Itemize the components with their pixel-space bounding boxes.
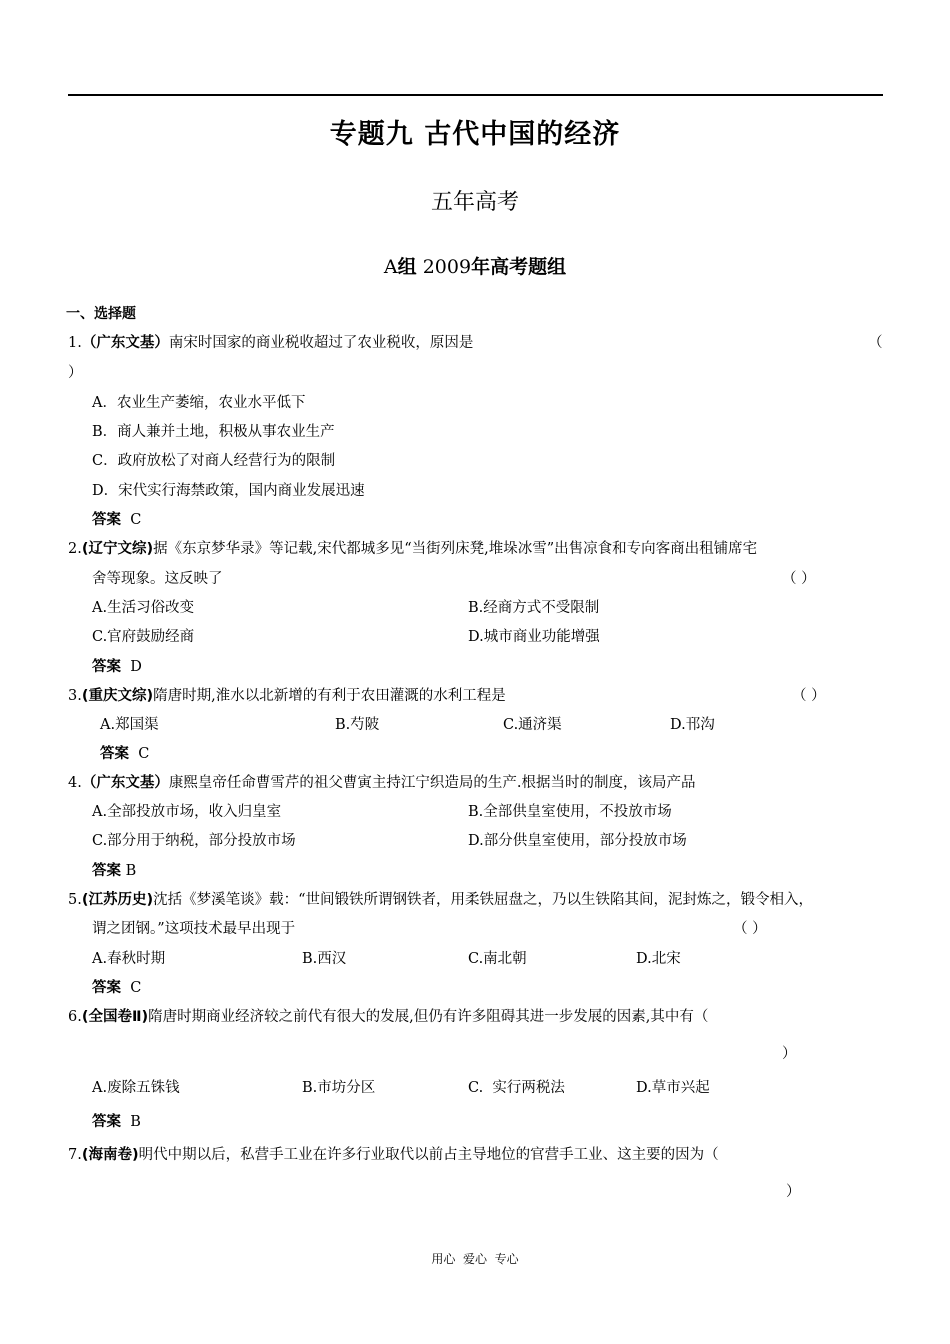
section-heading: 一、选择题 — [66, 306, 136, 322]
question-7-stem-line — [68, 1143, 719, 1164]
question-2-bracket: （ ） — [782, 571, 816, 587]
question-6-option-a: A.废除五铢钱 — [92, 1080, 180, 1096]
question-stem: 据《东京梦华录》等记载,宋代都城多见“当街列床凳,堆垛冰雪”出售凉食和专向客商出租铺席宅 — [153, 541, 758, 557]
question-3-option-c: C.通济渠 — [503, 717, 562, 733]
question-2-stem-line-2: 舍等现象。这反映了 — [92, 571, 223, 587]
question-4-option-c: C.部分用于纳税，部分投放市场 — [92, 833, 296, 849]
answer-label: 答案 — [92, 659, 121, 675]
question-source: （广东文基） — [81, 335, 169, 351]
question-stem: 沈括《梦溪笔谈》载：“世间锻铁所谓钢铁者，用柔铁屈盘之，乃以生铁陷其间，泥封炼之，锻令相入， — [153, 892, 814, 908]
answer-label: 答案 — [92, 512, 121, 528]
group-year: 2009 — [422, 256, 472, 278]
question-source: (江苏历史) — [81, 892, 154, 908]
question-1-option-a: A．农业生产萎缩，农业水平低下 — [92, 395, 306, 411]
question-5-option-c: C.南北朝 — [468, 951, 527, 967]
question-6-stem-line — [68, 1005, 708, 1026]
question-source: （广东文基） — [81, 775, 169, 791]
question-1-bracket-close: ） — [68, 365, 83, 381]
answer-label: 答案 — [92, 980, 121, 996]
question-6-option-d: D.草市兴起 — [636, 1080, 710, 1096]
question-7-bracket-close: ） — [786, 1184, 801, 1200]
question-source: (全国卷Ⅱ) — [81, 1009, 149, 1025]
page-subtitle: 五年高考 — [430, 190, 519, 215]
group-heading — [0, 252, 950, 279]
question-2-option-b: B.经商方式不受限制 — [468, 600, 600, 616]
question-6-option-c: C. 实行两税法 — [468, 1080, 565, 1096]
answer-value: C — [130, 512, 142, 528]
question-number: 6. — [68, 1009, 82, 1025]
question-4-option-d: D.部分供皇室使用，部分投放市场 — [468, 833, 687, 849]
question-number: 5. — [68, 892, 82, 908]
answer-value: B — [125, 863, 137, 879]
question-1-option-c: C．政府放松了对商人经营行为的限制 — [92, 453, 336, 469]
question-1-bracket-open: （ — [868, 335, 883, 351]
question-number: 3. — [68, 688, 82, 704]
question-3-option-d: D.邗沟 — [670, 717, 715, 733]
answer-label: 答案 — [92, 863, 121, 879]
question-2-answer — [92, 655, 142, 676]
question-stem: 隋唐时期,淮水以北新增的有利于农田灌溉的水利工程是 — [153, 688, 506, 704]
question-stem: 隋唐时期商业经济较之前代有很大的发展,但仍有许多阻碍其进一步发展的因素,其中有（ — [148, 1009, 709, 1025]
answer-value: C — [138, 746, 150, 762]
question-3-stem-line — [68, 684, 506, 705]
question-3-option-a: A.郑国渠 — [100, 717, 159, 733]
question-5-stem-line-2: 谓之团钢。”这项技术最早出现于 — [92, 921, 296, 937]
answer-value: C — [130, 980, 142, 996]
group-suffix: 年高考题组 — [471, 256, 567, 278]
answer-label: 答案 — [92, 1114, 121, 1130]
question-source: (辽宁文综) — [81, 541, 154, 557]
question-3-answer — [100, 742, 149, 763]
answer-value: B — [130, 1114, 141, 1130]
question-number: 2. — [68, 541, 82, 557]
question-2-option-d: D.城市商业功能增强 — [468, 629, 600, 645]
page-footer: 用心 爱心 专心 — [431, 1252, 519, 1266]
question-2-stem-line — [68, 537, 757, 558]
question-6-option-b: B.市坊分区 — [302, 1080, 376, 1096]
answer-value: D — [130, 659, 142, 675]
question-stem: 明代中期以后，私营手工业在许多行业取代以前占主导地位的官营手工业、这主要的因为（ — [138, 1147, 719, 1163]
question-number: 4. — [68, 775, 82, 791]
question-2-option-c: C.官府鼓励经商 — [92, 629, 195, 645]
question-source: (重庆文综) — [81, 688, 154, 704]
question-3-bracket: （ ） — [792, 688, 826, 704]
header-rule — [68, 94, 883, 96]
question-5-option-d: D.北宋 — [636, 951, 681, 967]
question-number: 1. — [68, 335, 82, 351]
group-label: 组 — [397, 256, 417, 278]
question-5-answer — [92, 976, 141, 997]
question-5-stem-line — [68, 888, 813, 909]
question-6-answer — [92, 1110, 141, 1131]
question-5-bracket: （ ） — [733, 921, 767, 937]
question-2-option-a: A.生活习俗改变 — [92, 600, 195, 616]
page-title: 专题九 古代中国的经济 — [329, 119, 621, 150]
question-6-bracket-close: ） — [782, 1046, 797, 1062]
answer-label: 答案 — [100, 746, 129, 762]
question-4-option-a: A.全部投放市场，收入归皇室 — [92, 804, 282, 820]
question-stem: 南宋时国家的商业税收超过了农业税收，原因是 — [168, 335, 474, 351]
question-source: (海南卷) — [81, 1147, 139, 1163]
question-5-option-a: A.春秋时期 — [92, 951, 166, 967]
question-4-option-b: B.全部供皇室使用，不投放市场 — [468, 804, 672, 820]
question-1-stem-line — [68, 331, 473, 352]
question-3-option-b: B.芍陂 — [335, 717, 380, 733]
question-stem: 康熙皇帝任命曹雪芹的祖父曹寅主持江宁织造局的生产.根据当时的制度，该局产品 — [168, 775, 696, 791]
question-5-option-b: B.西汉 — [302, 951, 347, 967]
question-1-option-b: B．商人兼并土地，积极从事农业生产 — [92, 424, 335, 440]
group-prefix: A — [383, 256, 398, 278]
question-4-answer — [92, 859, 136, 880]
question-1-answer — [92, 508, 141, 529]
question-1-option-d: D．宋代实行海禁政策，国内商业发展迅速 — [92, 483, 365, 499]
question-number: 7. — [68, 1147, 82, 1163]
question-4-stem-line — [68, 771, 695, 792]
